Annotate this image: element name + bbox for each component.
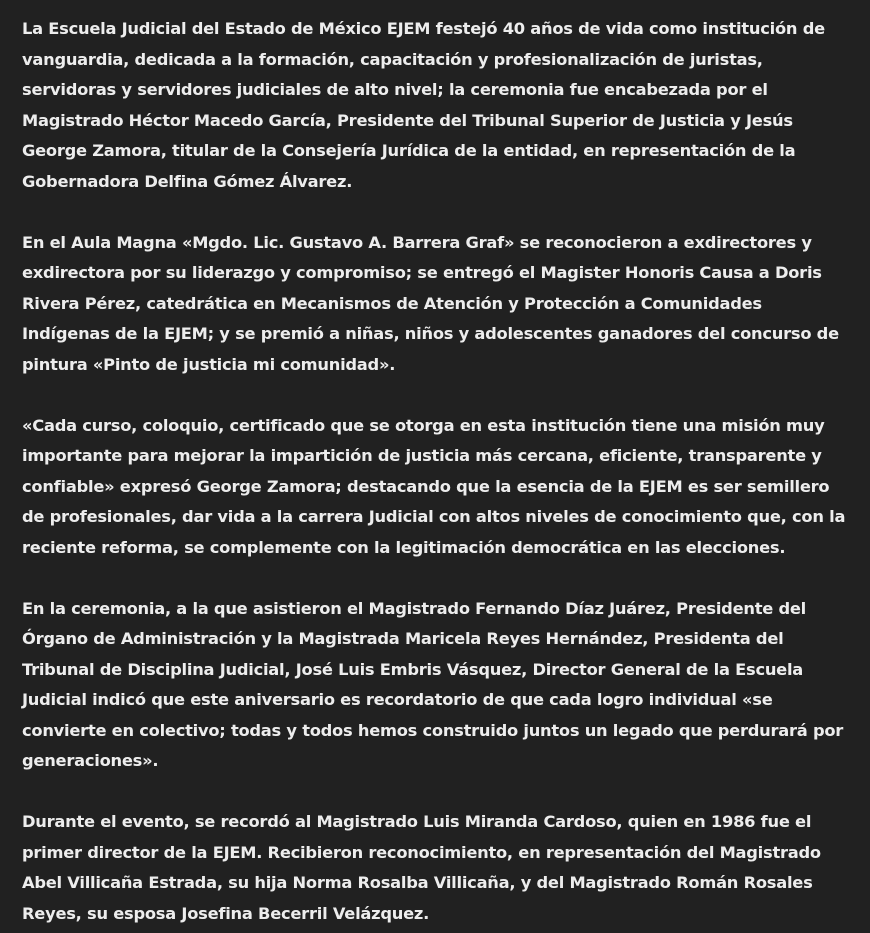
paragraph-recognitions: Durante el evento, se recordó al Magistrado Luis Miranda Cardoso, quien en 1986 fue el primer director de la EJEM. Recibieron reconocimiento, en representación del Magistrado Abel Villicaña Estrada, su hija Norma Rosalba Villicaña, y del Magistrado Román Rosales Reyes, su esposa Josefina Becerril Velázquez. <box>22 812 821 923</box>
paragraph-aula-magna: En el Aula Magna «Mgdo. Lic. Gustavo A. Barrera Graf» se reconocieron a exdirectores y exdirectora por su liderazgo y compromiso; se entregó el Magister Honoris Causa a Doris Rivera Pérez, catedrática en Mecanismos de Atención y Protección a Comunidades Indígenas de la EJEM; y se premió a niñas, niños y adolescentes ganadores del concurso de pintura «Pinto de justicia mi comunidad». <box>22 232 839 374</box>
paragraph-anniversary: La Escuela Judicial del Estado de México EJEM festejó 40 años de vida como institución de vanguardia, dedicada a la formación, capacitación y profesionalización de juristas, servidoras y servidores judiciales de alto nivel; la ceremonia fue encabezada por el Magistrado Héctor Macedo García, Presidente del Tribunal Superior de Justicia y Jesús George Zamora, titular de la Consejería Jurídica de la entidad, en representación de la Gobernadora Delfina Gómez Álvarez. <box>22 19 825 191</box>
paragraph-george-zamora-quote: «Cada curso, coloquio, certificado que se otorga en esta institución tiene una misión muy importante para mejorar la impartición de justicia más cercana, eficiente, transparente y confiable» expresó George Zamora; destacando que la esencia de la EJEM es ser semillero de profesionales, dar vida a la carrera Judicial con altos niveles de conocimiento que, con la reciente reforma, se complemente con la legitimación democrática en las elecciones. <box>22 415 846 557</box>
paragraph-ceremony-attendees: En la ceremonia, a la que asistieron el Magistrado Fernando Díaz Juárez, Presidente del Órgano de Administración y la Magistrada Maricela Reyes Hernández, Presidenta del Tribunal de Disciplina Judicial, José Luis Embris Vásquez, Director General de la Escuela Judicial indicó que este aniversario es recordatorio de que cada logro individual «se convierte en colectivo; todas y todos hemos construido juntos un legado que perdurará por generaciones». <box>22 598 844 770</box>
